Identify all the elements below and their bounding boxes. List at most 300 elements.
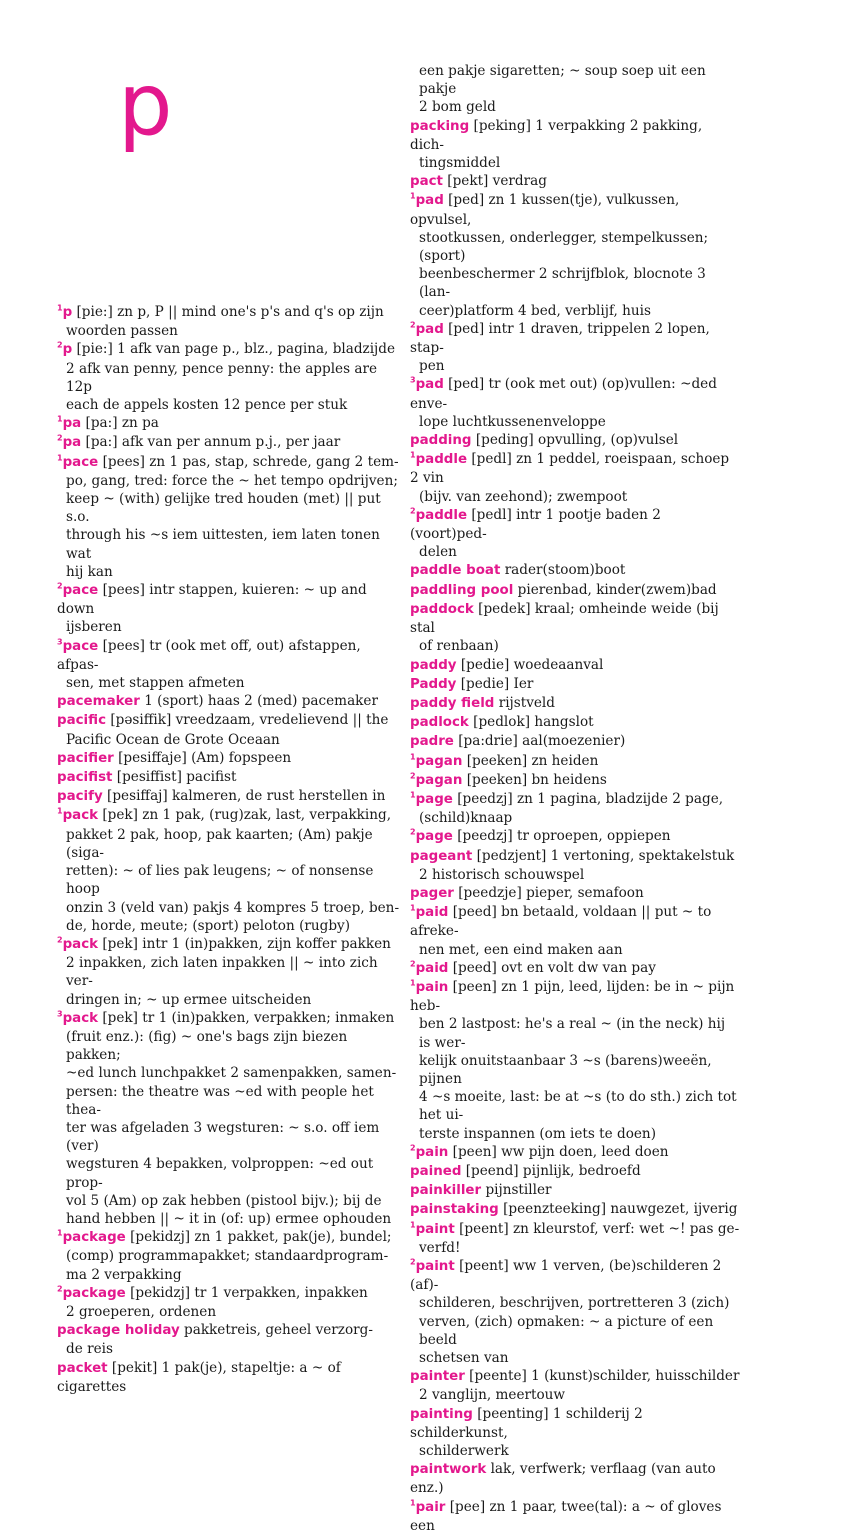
entry-first-line xyxy=(57,749,402,768)
entry-text: ijsberen xyxy=(66,619,122,636)
entry-text: wegsturen 4 bepakken, volproppen: ~ed out prop- xyxy=(66,1156,374,1191)
entry-first-line xyxy=(410,675,740,694)
headword: paid xyxy=(415,960,449,976)
entry-text: schetsen van xyxy=(419,1350,509,1367)
homonym-number: 1 xyxy=(57,453,63,463)
entry-text: tingsmiddel xyxy=(419,155,501,172)
entry-text: [pees] zn 1 pas, stap, schrede, gang 2 tem- xyxy=(102,453,399,470)
entry-text: woorden passen xyxy=(66,323,178,340)
headword: package holiday xyxy=(57,1323,180,1339)
headword: pa xyxy=(62,435,82,451)
entry-continuation-line xyxy=(57,472,402,490)
headword: pact xyxy=(410,174,443,190)
entry-text: Pacific Ocean de Grote Oceaan xyxy=(66,731,280,748)
entry-first-line xyxy=(410,506,740,543)
dictionary-entry xyxy=(57,414,402,433)
dictionary-entry xyxy=(410,581,740,600)
entry-text: [pedl] intr 1 pootje baden 2 (voort)ped- xyxy=(410,506,661,543)
homonym-number: 1 xyxy=(410,191,416,201)
headword: pain xyxy=(415,1144,449,1160)
homonym-number: 3 xyxy=(57,637,63,647)
entry-text: [peent] zn kleurstof, verf: wet ~! pas ge- xyxy=(459,1220,740,1237)
homonym-number: 1 xyxy=(410,903,416,913)
dictionary-entry xyxy=(410,1498,740,1535)
headword: pad xyxy=(415,321,444,337)
headword: page xyxy=(415,829,453,845)
dictionary-entry xyxy=(410,790,740,827)
entry-text: [peen] zn 1 pijn, leed, lijden: be in ~ pijn heb- xyxy=(410,978,735,1015)
page-letter: p xyxy=(118,55,173,155)
entry-text: 2 vanglijn, meertouw xyxy=(419,1387,566,1404)
entry-continuation-line xyxy=(57,1155,402,1191)
entry-continuation-line xyxy=(410,1294,740,1312)
entry-first-line xyxy=(410,1498,740,1535)
entry-text: [peenzteeking] nauwgezet, ijverig xyxy=(503,1201,738,1218)
dictionary-entry xyxy=(410,1143,740,1162)
headword: padding xyxy=(410,433,472,449)
headword: paddy field xyxy=(410,695,495,711)
headword: paid xyxy=(415,905,449,921)
homonym-number: 1 xyxy=(410,978,416,988)
entry-first-line xyxy=(410,1405,740,1442)
entry-first-line xyxy=(410,959,740,978)
homonym-number: 2 xyxy=(57,340,63,350)
entry-text: [pees] intr stappen, kuieren: ~ up and down xyxy=(57,582,367,618)
entry-first-line xyxy=(57,637,402,674)
dictionary-entry xyxy=(410,827,740,846)
entry-text: pierenbad, kinder(zwem)bad xyxy=(517,581,717,598)
right-column xyxy=(410,62,740,1535)
entry-continuation-line xyxy=(57,826,402,862)
entry-continuation-line xyxy=(410,637,740,655)
entry-first-line xyxy=(410,117,740,154)
entry-first-line xyxy=(410,884,740,903)
entry-first-line xyxy=(410,1367,740,1386)
dictionary-entry xyxy=(410,431,740,450)
entry-continuation-line xyxy=(57,1247,402,1265)
headword: pa xyxy=(62,416,82,432)
dictionary-entry xyxy=(410,1367,740,1404)
entry-continuation-line xyxy=(57,322,402,340)
entry-continuation-line xyxy=(57,618,402,636)
dictionary-entry xyxy=(410,752,740,771)
entry-continuation-line xyxy=(410,1349,740,1367)
entry-continuation-line xyxy=(57,563,402,581)
entry-text: [pesiffist] pacifist xyxy=(116,769,237,786)
entry-first-line xyxy=(410,1143,740,1162)
dictionary-entry xyxy=(57,692,402,711)
headword: paddy xyxy=(410,657,457,673)
headword: painstaking xyxy=(410,1202,499,1218)
entry-text: 2 bom geld xyxy=(419,99,496,116)
entry-first-line xyxy=(410,1181,740,1200)
homonym-number: 1 xyxy=(57,414,63,424)
homonym-number: 2 xyxy=(57,935,63,945)
headword: paddling pool xyxy=(410,582,514,598)
entry-first-line xyxy=(410,694,740,713)
homonym-number: 1 xyxy=(410,1220,416,1230)
entry-text: hij kan xyxy=(66,563,113,580)
entry-first-line xyxy=(410,581,740,600)
headword: packing xyxy=(410,118,470,134)
entry-text: [pesiffaj] kalmeren, de rust herstellen in xyxy=(107,788,386,805)
dictionary-entry xyxy=(57,768,402,787)
entry-first-line xyxy=(57,935,402,954)
entry-continuation-line xyxy=(410,1386,740,1404)
entry-first-line xyxy=(410,62,740,98)
entry-continuation-line xyxy=(57,991,402,1009)
dictionary-entry xyxy=(410,771,740,790)
homonym-number: 2 xyxy=(410,1257,416,1267)
dictionary-entry xyxy=(410,320,740,376)
entry-first-line xyxy=(410,600,740,637)
entry-text: [ped] tr (ook met out) (op)vullen: ~ded enve- xyxy=(410,376,717,412)
entry-text: retten): ~ of lies pak leugens; ~ of nonsense hoop xyxy=(66,863,374,898)
headword: pacific xyxy=(57,713,107,729)
entry-text: [pesiffaje] (Am) fopspeen xyxy=(118,749,292,766)
entry-first-line xyxy=(57,581,402,618)
entry-text: lope luchtkussenenveloppe xyxy=(419,413,606,430)
entry-text: vol 5 (Am) op zak hebben (pistool bijv.); bij de xyxy=(66,1192,382,1209)
entry-text: [pa:drie] aal(moezenier) xyxy=(458,733,626,750)
entry-text: (fruit enz.): (fig) ~ one's bags zijn biezen pakken; xyxy=(66,1028,348,1064)
entry-text: verfd! xyxy=(419,1239,461,1256)
entry-continuation-line xyxy=(410,1052,740,1088)
entry-continuation-line xyxy=(410,302,740,320)
dictionary-entry xyxy=(410,62,740,117)
entry-text: persen: the theatre was ~ed with people het thea- xyxy=(66,1083,374,1118)
entry-text: [peeken] zn heiden xyxy=(466,752,599,769)
dictionary-entry xyxy=(57,787,402,806)
headword: pad xyxy=(415,193,444,209)
entry-text: [pedl] zn 1 peddel, roeispaan, schoep 2 vin xyxy=(410,451,730,487)
entry-first-line xyxy=(410,561,740,580)
headword: pain xyxy=(415,979,449,995)
dictionary-entry xyxy=(410,375,740,431)
homonym-number: 2 xyxy=(57,581,63,591)
entry-first-line xyxy=(57,1228,402,1247)
entry-text: ma 2 verpakking xyxy=(66,1266,182,1283)
entry-text: of renbaan) xyxy=(419,638,499,655)
homonym-number: 2 xyxy=(410,1143,416,1153)
entry-text: each de appels kosten 12 pence per stuk xyxy=(66,397,348,414)
entry-text: kelijk onuitstaanbaar 3 ~s (barens)weeën, pijnen xyxy=(419,1052,712,1087)
headword: pained xyxy=(410,1163,462,1179)
headword: pair xyxy=(415,1499,446,1515)
dictionary-entry xyxy=(57,340,402,414)
entry-text: [pekit] 1 pak(je), stapeltje: a ~ of cigarettes xyxy=(57,1359,341,1395)
entry-text: keep ~ (with) gelijke tred houden (met) || put s.o. xyxy=(66,491,381,526)
entry-continuation-line xyxy=(410,265,740,301)
entry-first-line xyxy=(410,1200,740,1219)
entry-text: 2 groeperen, ordenen xyxy=(66,1303,217,1320)
entry-text: stootkussen, onderlegger, stempelkussen; (sport) xyxy=(419,229,709,265)
entry-continuation-line xyxy=(57,490,402,526)
entry-first-line xyxy=(410,713,740,732)
entry-continuation-line xyxy=(410,413,740,431)
entry-text: [peen] ww pijn doen, leed doen xyxy=(452,1143,669,1160)
entry-continuation-line xyxy=(410,98,740,116)
entry-continuation-line xyxy=(57,1192,402,1210)
entry-text: rader(stoom)boot xyxy=(504,562,626,579)
dictionary-entry xyxy=(57,453,402,581)
homonym-number: 2 xyxy=(410,506,416,516)
homonym-number: 2 xyxy=(410,771,416,781)
entry-continuation-line xyxy=(57,1303,402,1321)
entry-text: [pek] zn 1 pak, (rug)zak, last, verpakking, xyxy=(102,807,392,824)
entry-continuation-line xyxy=(57,1266,402,1284)
dictionary-entry xyxy=(410,903,740,959)
entry-continuation-line xyxy=(410,229,740,265)
entry-first-line xyxy=(57,787,402,806)
homonym-number: 2 xyxy=(410,959,416,969)
headword: paintwork xyxy=(410,1462,487,1478)
entry-text: [ped] intr 1 draven, trippelen 2 lopen, stap- xyxy=(410,320,710,357)
headword: paint xyxy=(415,1259,455,1274)
entry-first-line xyxy=(57,768,402,787)
entry-text: een pakje sigaretten; ~ soup soep uit een pakje xyxy=(419,63,706,98)
headword: padlock xyxy=(410,715,469,731)
entry-first-line xyxy=(410,1220,740,1239)
dictionary-entry xyxy=(410,600,740,656)
entry-first-line xyxy=(410,978,740,1015)
entry-continuation-line xyxy=(57,396,402,414)
headword: pageant xyxy=(410,848,473,864)
entry-text: [pees] tr (ook met off, out) afstappen, afpas- xyxy=(57,637,361,673)
entry-text: ter was afgeladen 3 wegsturen: ~ s.o. off iem (ver) xyxy=(66,1119,380,1155)
entry-text: [pa:] zn pa xyxy=(85,415,159,432)
entry-first-line xyxy=(410,375,740,412)
entry-first-line xyxy=(57,806,402,825)
homonym-number: 1 xyxy=(57,806,63,816)
entry-continuation-line xyxy=(410,488,740,506)
entry-continuation-line xyxy=(410,1088,740,1124)
dictionary-entry xyxy=(410,172,740,191)
dictionary-entry xyxy=(57,1359,402,1396)
homonym-number: 2 xyxy=(410,320,416,330)
entry-continuation-line xyxy=(410,1125,740,1143)
headword: pack xyxy=(62,808,99,824)
homonym-number: 3 xyxy=(410,375,416,385)
dictionary-entry xyxy=(410,1257,740,1367)
entry-first-line xyxy=(57,1321,402,1340)
entry-text: pakket 2 pak, hoop, pak kaarten; (Am) pakje (siga- xyxy=(66,826,373,861)
entry-text: pen xyxy=(419,358,445,375)
headword: painkiller xyxy=(410,1183,482,1199)
entry-text: po, gang, tred: force the ~ het tempo opdrijven; xyxy=(66,472,398,489)
dictionary-entry xyxy=(57,806,402,934)
entry-first-line xyxy=(57,1284,402,1303)
entry-text: schilderen, beschrijven, portretteren 3 (zich) xyxy=(419,1295,730,1312)
headword: pacemaker xyxy=(57,694,140,710)
entry-text: hand hebben || ~ it in (of: up) ermee ophouden xyxy=(66,1210,392,1227)
entry-first-line xyxy=(410,1257,740,1294)
entry-text: [pek] intr 1 (in)pakken, zijn koffer pakken xyxy=(102,935,391,952)
entry-text: [pekidzj] tr 1 verpakken, inpakken xyxy=(130,1284,368,1301)
entry-text: [peent] ww 1 verven, (be)schilderen 2 (af)- xyxy=(410,1258,722,1294)
entry-text: [peed] bn betaald, voldaan || put ~ to afreke- xyxy=(410,904,712,940)
entry-text: [peking] 1 verpakking 2 pakking, dich- xyxy=(410,117,703,153)
entry-continuation-line xyxy=(57,1210,402,1228)
entry-text: [peend] pijnlijk, bedroefd xyxy=(465,1162,641,1179)
headword: pacifier xyxy=(57,750,114,766)
entry-first-line xyxy=(410,827,740,846)
entry-text: [ped] zn 1 kussen(tje), vulkussen, opvulsel, xyxy=(410,192,680,228)
dictionary-entry xyxy=(57,1228,402,1284)
entry-continuation-line xyxy=(57,1064,402,1082)
entry-first-line xyxy=(410,1460,740,1497)
dictionary-entry xyxy=(57,637,402,693)
headword: page xyxy=(415,791,453,807)
entry-text: [peedzj] tr oproepen, oppiepen xyxy=(457,828,671,845)
dictionary-entry xyxy=(410,847,740,884)
entry-text: [pedek] kraal; omheinde weide (bij stal xyxy=(410,600,719,637)
entry-continuation-line xyxy=(410,154,740,172)
entry-text: [pedie] woedeaanval xyxy=(460,656,604,673)
entry-text: pijnstiller xyxy=(485,1182,552,1199)
headword: package xyxy=(62,1285,126,1301)
entry-continuation-line xyxy=(410,543,740,561)
dictionary-entry xyxy=(410,506,740,562)
headword: paddle xyxy=(415,452,468,468)
dictionary-entry xyxy=(57,303,402,340)
entry-text: lak, verfwerk; verflaag (van auto enz.) xyxy=(410,1461,716,1497)
entry-text: [pedzjent] 1 vertoning, spektakelstuk xyxy=(476,847,735,864)
entry-text: [pekidzj] zn 1 pakket, pak(je), bundel; xyxy=(130,1229,392,1246)
entry-continuation-line xyxy=(57,1028,402,1064)
entry-text: [pie:] 1 afk van page p., blz., pagina, bladzijde xyxy=(76,341,396,358)
entry-text: terste inspannen (om iets te doen) xyxy=(419,1125,656,1142)
dictionary-entry xyxy=(410,959,740,978)
dictionary-entry xyxy=(410,732,740,751)
homonym-number: 1 xyxy=(57,1228,63,1238)
entry-continuation-line xyxy=(57,1340,402,1358)
entry-text: 2 afk van penny, pence penny: the apples are 12p xyxy=(66,360,378,395)
entry-continuation-line xyxy=(57,526,402,562)
entry-text: dringen in; ~ up ermee uitscheiden xyxy=(66,991,312,1008)
headword: package xyxy=(62,1230,126,1246)
entry-text: ceer)platform 4 bed, verblijf, huis xyxy=(419,302,651,319)
homonym-number: 2 xyxy=(57,1284,63,1294)
headword: paddle xyxy=(415,507,468,523)
entry-text: [peedzj] zn 1 pagina, bladzijde 2 page, xyxy=(457,790,724,807)
entry-text: 2 historisch schouwspel xyxy=(419,866,585,883)
entry-first-line xyxy=(410,732,740,751)
homonym-number: 3 xyxy=(57,1009,63,1019)
homonym-number: 1 xyxy=(410,751,416,761)
headword: p xyxy=(62,305,73,320)
entry-text: 1 (sport) haas 2 (med) pacemaker xyxy=(144,693,378,710)
entry-continuation-line xyxy=(410,809,740,827)
headword: painting xyxy=(410,1406,473,1422)
entry-first-line xyxy=(57,1359,402,1396)
homonym-number: 2 xyxy=(57,433,63,443)
headword: pacify xyxy=(57,789,103,805)
dictionary-entry xyxy=(410,450,740,506)
headword: Paddy xyxy=(410,676,457,692)
entry-text: nen met, een eind maken aan xyxy=(419,941,623,958)
headword: p xyxy=(62,342,73,358)
dictionary-entry xyxy=(57,711,402,748)
homonym-number: 1 xyxy=(410,450,416,460)
dictionary-entry xyxy=(410,1220,740,1257)
headword: padre xyxy=(410,734,454,750)
entry-text: [peding] opvulling, (op)vulsel xyxy=(475,432,679,449)
headword: pack xyxy=(62,936,99,952)
entry-text: [pekt] verdrag xyxy=(447,173,547,190)
entry-text: (bijv. van zeehond); zwempoot xyxy=(419,488,628,505)
dictionary-entry xyxy=(57,1321,402,1358)
entry-first-line xyxy=(410,847,740,866)
entry-first-line xyxy=(410,771,740,790)
entry-text: pakketreis, geheel verzorg- xyxy=(184,1322,373,1339)
entry-first-line xyxy=(57,692,402,711)
dictionary-entry xyxy=(410,675,740,694)
dictionary-entry xyxy=(57,581,402,637)
entry-text: onzin 3 (veld van) pakjs 4 kompres 5 troep, ben- xyxy=(66,899,400,916)
entry-continuation-line xyxy=(57,917,402,935)
entry-continuation-line xyxy=(410,1442,740,1460)
entry-first-line xyxy=(410,191,740,228)
entry-first-line xyxy=(410,656,740,675)
entry-first-line xyxy=(57,340,402,359)
dictionary-entry xyxy=(410,1405,740,1461)
headword: pack xyxy=(62,1010,99,1026)
entry-text: through his ~s iem uittesten, iem laten tonen wat xyxy=(66,527,380,562)
entry-first-line xyxy=(410,1162,740,1181)
entry-continuation-line xyxy=(57,899,402,917)
entry-text: (schild)knaap xyxy=(419,810,513,827)
entry-text: 4 ~s moeite, last: be at ~s (to do sth.) zich tot het ui- xyxy=(419,1089,737,1124)
homonym-number: 1 xyxy=(410,790,416,800)
entry-continuation-line xyxy=(410,866,740,884)
dictionary-entry xyxy=(410,713,740,732)
entry-text: [pie:] zn p, P || mind one's p's and q's op zijn xyxy=(76,304,384,320)
dictionary-entry xyxy=(57,433,402,452)
entry-continuation-line xyxy=(57,954,402,990)
entry-text: sen, met stappen afmeten xyxy=(66,675,245,692)
headword: pagan xyxy=(415,753,463,769)
dictionary-entry xyxy=(57,749,402,768)
dictionary-entry xyxy=(410,1460,740,1497)
entry-continuation-line xyxy=(57,674,402,692)
entry-text: de reis xyxy=(66,1341,113,1358)
entry-first-line xyxy=(410,172,740,191)
entry-text: [pəsiffik] vreedzaam, vredelievend || the xyxy=(110,712,389,729)
entry-text: de, horde, meute; (sport) peloton (rugby) xyxy=(66,917,351,934)
entry-text: [peenting] 1 schilderij 2 schilderkunst, xyxy=(410,1405,643,1441)
entry-first-line xyxy=(410,752,740,771)
entry-continuation-line xyxy=(410,1239,740,1257)
entry-text: verven, (zich) opmaken: ~ a picture of een beeld xyxy=(419,1313,714,1348)
entry-first-line xyxy=(57,303,402,322)
entry-continuation-line xyxy=(57,731,402,749)
entry-text: [pedie] Ier xyxy=(460,675,534,692)
dictionary-entry xyxy=(57,1009,402,1228)
dictionary-entry xyxy=(410,117,740,173)
homonym-number: 1 xyxy=(410,1498,416,1508)
dictionary-entry xyxy=(410,191,740,319)
dictionary-entry xyxy=(410,978,740,1143)
entry-text: [peed] ovt en volt dw van pay xyxy=(452,959,656,976)
headword: pacifist xyxy=(57,770,113,786)
entry-text: schilderwerk xyxy=(419,1443,509,1460)
entry-text: [peedzje] pieper, semafoon xyxy=(458,884,644,901)
headword: pace xyxy=(62,583,99,599)
headword: pace xyxy=(62,454,99,470)
entry-first-line xyxy=(57,453,402,472)
entry-continuation-line xyxy=(57,1083,402,1119)
